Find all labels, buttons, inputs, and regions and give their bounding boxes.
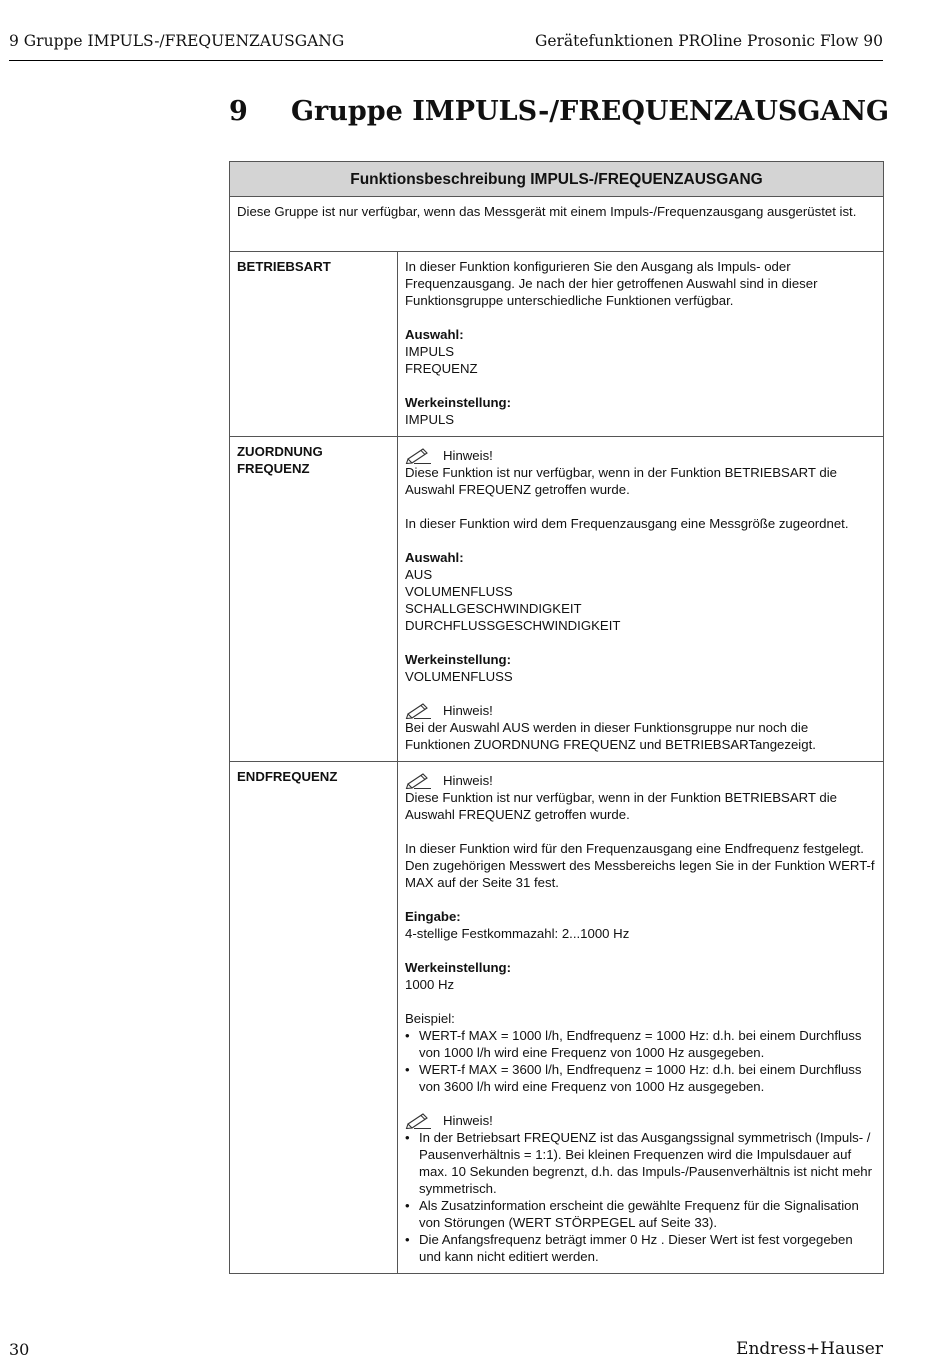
function-name-line: FREQUENZ xyxy=(237,461,310,476)
werkeinstellung-label: Werkeinstellung: xyxy=(405,960,512,975)
endfrequenz-werkeinstellung xyxy=(405,959,876,993)
list-item: • WERT-f MAX = 1000 l/h, Endfrequenz = 1000 Hz: d.h. bei einem Durchfluss von 1000 l/h wird eine Frequenz von 1000 Hz ausgegeben. xyxy=(405,1027,876,1061)
function-name-line: ZUORDNUNG xyxy=(237,444,323,459)
option-item: AUS xyxy=(405,567,433,582)
list-item: • Die Anfangsfrequenz beträgt immer 0 Hz . Dieser Wert ist fest vorgegeben und kann nicht editiert werden. xyxy=(405,1231,876,1265)
beispiel-label: Beispiel: xyxy=(405,1011,455,1026)
pencil-note-icon xyxy=(405,1112,433,1129)
note-text: Diese Funktion ist nur verfügbar, wenn in der Funktion BETRIEBSART die Auswahl FREQUENZ getroffen wurde. xyxy=(405,465,837,497)
option-item: SCHALLGESCHWINDIGKEIT xyxy=(405,601,582,616)
zuordnung-description: In dieser Funktion wird dem Frequenzausgang eine Messgröße zugeordnet. xyxy=(405,516,849,531)
note-list xyxy=(405,1129,876,1265)
pencil-note-icon xyxy=(405,702,433,719)
table-row-endfrequenz xyxy=(230,762,884,1274)
endfrequenz-description: In dieser Funktion wird für den Frequenzausgang eine Endfrequenz festgelegt. Den zugehörigen Messwert des Messbereichs legen Sie in der Funktion WERT-f MAX auf der Seite 31 fest. xyxy=(405,841,875,890)
function-desc-endfrequenz xyxy=(398,762,884,1274)
endfrequenz-eingabe xyxy=(405,908,876,942)
note-label: Hinweis! xyxy=(443,1113,493,1128)
function-desc-betriebsart xyxy=(398,252,884,437)
function-name-endfrequenz: ENDFREQUENZ xyxy=(230,762,398,1274)
note-label: Hinweis! xyxy=(443,773,493,788)
option-item: IMPULS xyxy=(405,344,455,359)
werkeinstellung-value: VOLUMENFLUSS xyxy=(405,669,513,684)
endfrequenz-beispiel xyxy=(405,1010,876,1095)
chapter-title: Gruppe IMPULS-/FREQUENZAUSGANG xyxy=(291,96,890,127)
note-block xyxy=(405,772,876,823)
list-item: • WERT-f MAX = 3600 l/h, Endfrequenz = 1000 Hz: d.h. bei einem Durchfluss von 3600 l/h wird eine Frequenz von 1000 Hz ausgegeben. xyxy=(405,1061,876,1095)
option-item: FREQUENZ xyxy=(405,361,478,376)
chapter-number: 9 xyxy=(229,96,248,127)
werkeinstellung-label: Werkeinstellung: xyxy=(405,652,512,667)
werkeinstellung-value: 1000 Hz xyxy=(405,977,455,992)
function-name-betriebsart: BETRIEBSART xyxy=(230,252,398,437)
option-item: DURCHFLUSSGESCHWINDIGKEIT xyxy=(405,618,621,633)
table-row-zuordnung-frequenz xyxy=(230,437,884,762)
note-label: Hinweis! xyxy=(443,703,493,718)
zuordnung-auswahl xyxy=(405,549,876,634)
function-desc-zuordnung-frequenz xyxy=(398,437,884,762)
table-intro: Diese Gruppe ist nur verfügbar, wenn das Messgerät mit einem Impuls-/Frequenzausgang ausgerüstet ist. xyxy=(230,197,884,252)
note-block xyxy=(405,1112,876,1265)
eingabe-label: Eingabe: xyxy=(405,909,461,924)
table-row-betriebsart xyxy=(230,252,884,437)
table-intro-row xyxy=(230,197,884,252)
brand-logo-text: Endress+Hauser xyxy=(736,1339,883,1359)
note-text: Bei der Auswahl AUS werden in dieser Funktionsgruppe nur noch die Funktionen ZUORDNUNG FREQUENZ und BETRIEBSARTangezeigt. xyxy=(405,720,816,752)
note-label: Hinweis! xyxy=(443,448,493,463)
betriebsart-werkeinstellung xyxy=(405,394,876,428)
note-text: Diese Funktion ist nur verfügbar, wenn in der Funktion BETRIEBSART die Auswahl FREQUENZ getroffen wurde. xyxy=(405,790,837,822)
auswahl-label: Auswahl: xyxy=(405,550,464,565)
table-title-row xyxy=(230,162,884,197)
eingabe-value: 4-stellige Festkommazahl: 2...1000 Hz xyxy=(405,926,630,941)
zuordnung-werkeinstellung xyxy=(405,651,876,685)
werkeinstellung-value: IMPULS xyxy=(405,412,455,427)
betriebsart-auswahl xyxy=(405,326,876,377)
pencil-note-icon xyxy=(405,772,433,789)
betriebsart-description: In dieser Funktion konfigurieren Sie den Ausgang als Impuls- oder Frequenzausgang. Je nach der hier getroffenen Auswahl sind in dieser Funktionsgruppe unterschiedliche Funktionen verfügbar. xyxy=(405,259,818,308)
running-header xyxy=(9,32,883,61)
auswahl-label: Auswahl: xyxy=(405,327,464,342)
chapter-heading xyxy=(229,96,889,127)
werkeinstellung-label: Werkeinstellung: xyxy=(405,395,512,410)
page-number: 30 xyxy=(9,1340,30,1359)
pencil-note-icon xyxy=(405,447,433,464)
function-table xyxy=(229,161,884,1274)
beispiel-list xyxy=(405,1027,876,1095)
function-name-zuordnung-frequenz xyxy=(230,437,398,762)
note-block xyxy=(405,447,876,498)
running-header-product: Gerätefunktionen PROline Prosonic Flow 90 xyxy=(534,32,883,50)
option-item: VOLUMENFLUSS xyxy=(405,584,513,599)
note-block xyxy=(405,702,876,753)
list-item: • Als Zusatzinformation erscheint die gewählte Frequenz für die Signalisation von Störungen (WERT STÖRPEGEL auf Seite 33). xyxy=(405,1197,876,1231)
running-header-chapter: 9 Gruppe IMPULS-/FREQUENZAUSGANG xyxy=(9,32,345,50)
list-item: • In der Betriebsart FREQUENZ ist das Ausgangssignal symmetrisch (Impuls- / Pausenverhältnis = 1:1). Bei kleinen Frequenzen wird die Impulsdauer auf max. 10 Sekunden begrenzt, d.h. das Impuls-/Pausenverhältnis ist nicht mehr symmetrisch. xyxy=(405,1129,876,1197)
table-title: Funktionsbeschreibung IMPULS-/FREQUENZAUSGANG xyxy=(230,162,884,197)
